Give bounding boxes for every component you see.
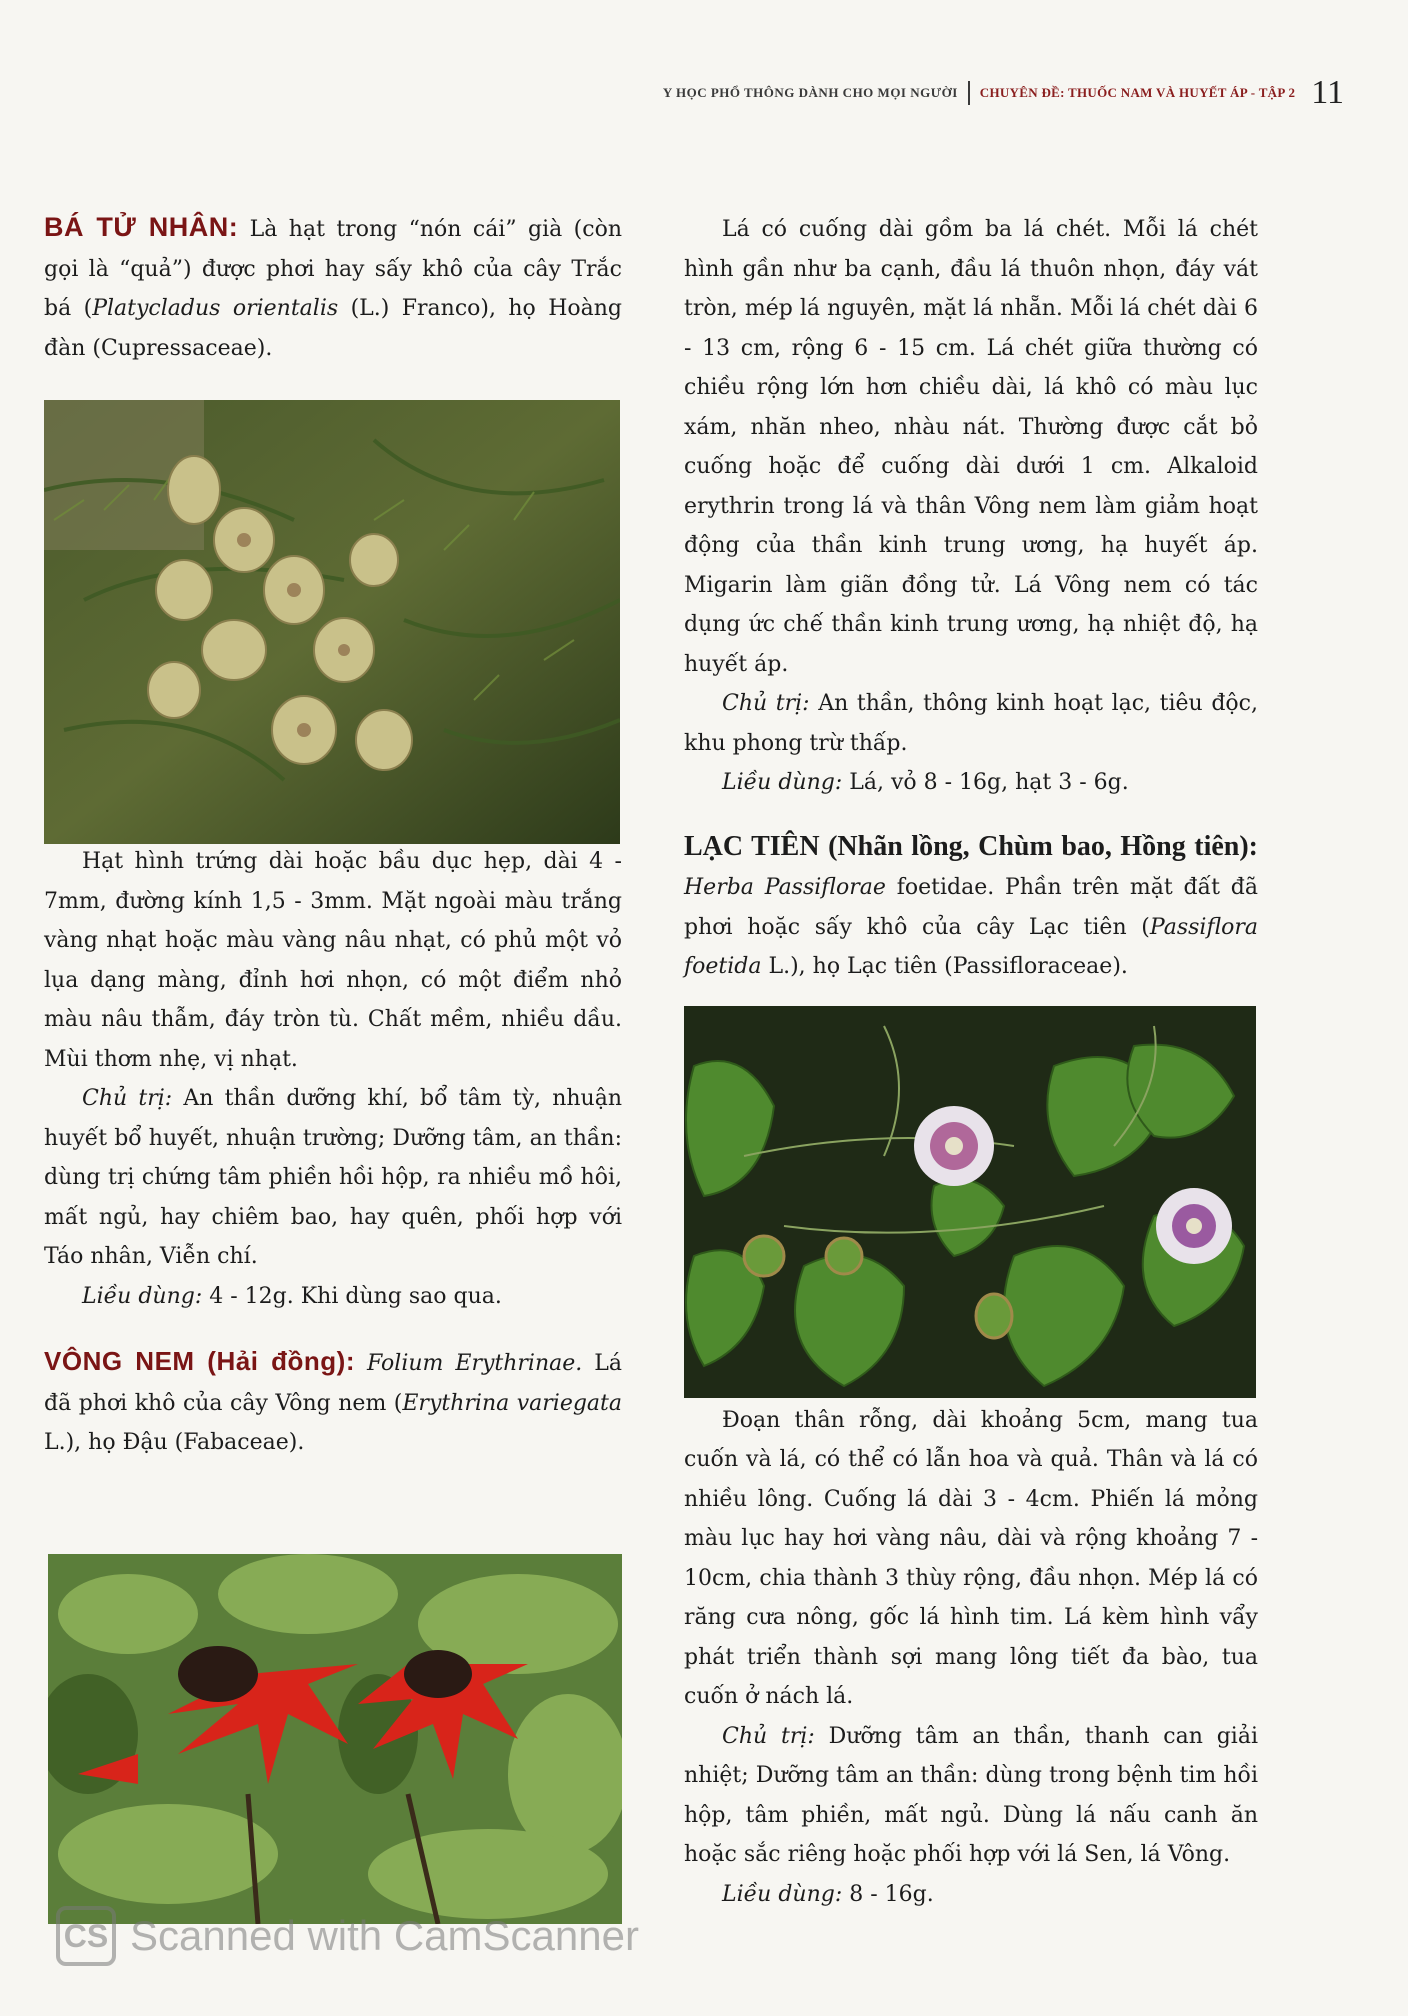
camscanner-logo: CS xyxy=(56,1906,116,1966)
chu-tri-label: Chủ trị: xyxy=(82,1086,173,1111)
lac-tien-photo xyxy=(684,1006,1256,1398)
lieu-dung-text: 8 - 16g. xyxy=(842,1881,934,1907)
chu-tri-label: Chủ trị: xyxy=(722,1723,815,1749)
lac-tien-latin: Passiflora foetida xyxy=(684,914,1258,979)
vong-nem-intro xyxy=(44,1342,622,1463)
vong-nem-latin: Erythrina variegata xyxy=(402,1390,622,1416)
lac-tien-chu-tri xyxy=(684,1717,1258,1875)
lac-tien-intro-text-2: L.), họ Lạc tiên (Passifloraceae). xyxy=(761,954,1128,979)
lieu-dung-label: Liều dùng: xyxy=(722,770,843,795)
page-number: 11 xyxy=(1311,74,1344,111)
ba-tu-nhan-photo xyxy=(44,400,620,844)
running-header xyxy=(540,74,1344,112)
lieu-dung-text: Lá, vỏ 8 - 16g, hạt 3 - 6g. xyxy=(842,770,1129,795)
chu-tri-text: An thần, thông kinh hoạt lạc, tiêu độc, khu phong trừ thấp. xyxy=(684,691,1258,756)
camscanner-watermark xyxy=(56,1906,639,1966)
lac-tien-latin-title-2: foetidae. xyxy=(885,875,995,900)
ba-tu-nhan-lieu-dung xyxy=(44,1277,622,1317)
vong-nem-title: VÔNG NEM (Hải đồng): xyxy=(44,1346,355,1376)
lac-tien-title: LẠC TIÊN xyxy=(684,830,820,862)
ba-tu-nhan-intro xyxy=(44,208,622,368)
section-gap xyxy=(684,803,1258,827)
chu-tri-label: Chủ trị: xyxy=(722,691,810,716)
lieu-dung-label: Liều dùng: xyxy=(82,1283,203,1309)
lac-tien-lieu-dung xyxy=(684,1875,1258,1915)
lac-tien-intro-text: Phần trên mặt đất đã phơi hoặc sấy khô của cây Lạc tiên ( xyxy=(684,875,1258,940)
vong-nem-intro-text-2: L.), họ Đậu (Fabaceae). xyxy=(44,1430,305,1455)
vong-nem-photo xyxy=(48,1554,622,1924)
header-divider xyxy=(968,81,970,105)
ba-tu-nhan-title: BÁ TỬ NHÂN: xyxy=(44,212,239,242)
ba-tu-nhan-chu-tri xyxy=(44,1079,622,1277)
ba-tu-nhan-intro-text: Là hạt trong “nón cái” già (còn gọi là “quả”) được phơi hay sấy khô của cây Trắc bá ( xyxy=(44,217,622,321)
lieu-dung-label: Liều dùng: xyxy=(722,1881,843,1907)
lieu-dung-text: 4 - 12g. Khi dùng sao qua. xyxy=(202,1283,502,1309)
ba-tu-nhan-description: Hạt hình trứng dài hoặc bầu dục hẹp, dài 4 - 7mm, đường kính 1,5 - 3mm. Mặt ngoài màu trắng vàng nhạt hoặc màu vàng nâu nhạt, có phủ một vỏ lụa dạng màng, đỉnh hơi nhọn, có một điểm nhỏ màu nâu thẫm, đáy tròn tù. Chất mềm, nhiều dầu. Mùi thơm nhẹ, vị nhạt. xyxy=(44,849,622,1072)
lac-tien-intro xyxy=(684,827,1258,987)
journal-title: Y HỌC PHỔ THÔNG DÀNH CHO MỌI NGƯỜI xyxy=(662,85,958,100)
vong-nem-chu-tri xyxy=(684,684,1258,763)
vong-nem-lieu-dung xyxy=(684,763,1258,803)
topic-title: CHUYÊN ĐỀ: THUỐC NAM VÀ HUYẾT ÁP - TẬP 2 xyxy=(979,85,1296,100)
lac-tien-alt-names: (Nhãn lồng, Chùm bao, Hồng tiên): xyxy=(828,830,1258,862)
watermark-text: Scanned with CamScanner xyxy=(130,1912,639,1959)
chu-tri-text: Dưỡng tâm an thần, thanh can giải nhiệt; Dưỡng tâm an thần: dùng trong bệnh tim hồi hộp, tâm phiền, mất ngủ. Dùng lá nấu canh ăn hoặc sắc riêng hoặc phối hợp với lá Sen, lá Vông. xyxy=(684,1723,1258,1867)
ba-tu-nhan-latin: Platycladus orientalis xyxy=(92,296,339,321)
vong-nem-latin-title: Folium Erythrinae. xyxy=(355,1351,583,1376)
ba-tu-nhan-intro-text-2: (L.) Franco), họ Hoàng đàn (Cupressaceae). xyxy=(44,296,623,361)
lac-tien-latin-title: Herba Passiflorae xyxy=(684,875,886,900)
section-gap xyxy=(44,1316,622,1342)
chu-tri-text: An thần dưỡng khí, bổ tâm tỳ, nhuận huyết bổ huyết, nhuận trường; Dưỡng tâm, an thần: dùng trị chứng tâm phiền hồi hộp, ra nhiều mồ hôi, mất ngủ, hay chiêm bao, hay quên, phối hợp với Táo nhân, Viễn chí. xyxy=(44,1086,622,1269)
lac-tien-description: Đoạn thân rỗng, dài khoảng 5cm, mang tua cuốn và lá, có thể có lẫn hoa và quả. Thân và lá có nhiều lông. Cuống lá dài 3 - 4cm. Phiến lá mỏng màu lục hay hơi vàng nâu, dài và rộng khoảng 7 - 10cm, chia thành 3 thùy rộng, đầu nhọn. Mép lá có răng cưa nông, gốc lá hình tim. Lá kèm hình vẩy phát triển thành sợi mang lông tiết đa bào, tua cuốn ở nách lá. xyxy=(684,1407,1258,1709)
vong-nem-description: Lá có cuống dài gồm ba lá chét. Mỗi lá chét hình gần như ba cạnh, đầu lá thuôn nhọn, đáy vát tròn, mép lá nguyên, mặt lá nhẵn. Mỗi lá chét dài 6 - 13 cm, rộng 6 - 15 cm. Lá chét giữa thường có chiều rộng lớn hơn chiều dài, lá khô có màu lục xám, nhăn nheo, nhàu nát. Thường được cắt bỏ cuống hoặc để cuống dài dưới 1 cm. Alkaloid erythrin trong lá và thân Vông nem làm giảm hoạt động của thần kinh trung ương, hạ huyết áp. Migarin làm giãn đồng tử. Lá Vông nem có tác dụng ức chế thần kinh trung ương, hạ nhiệt độ, hạ huyết áp. xyxy=(684,217,1258,677)
vong-nem-intro-text: Lá đã phơi khô của cây Vông nem ( xyxy=(44,1351,623,1416)
